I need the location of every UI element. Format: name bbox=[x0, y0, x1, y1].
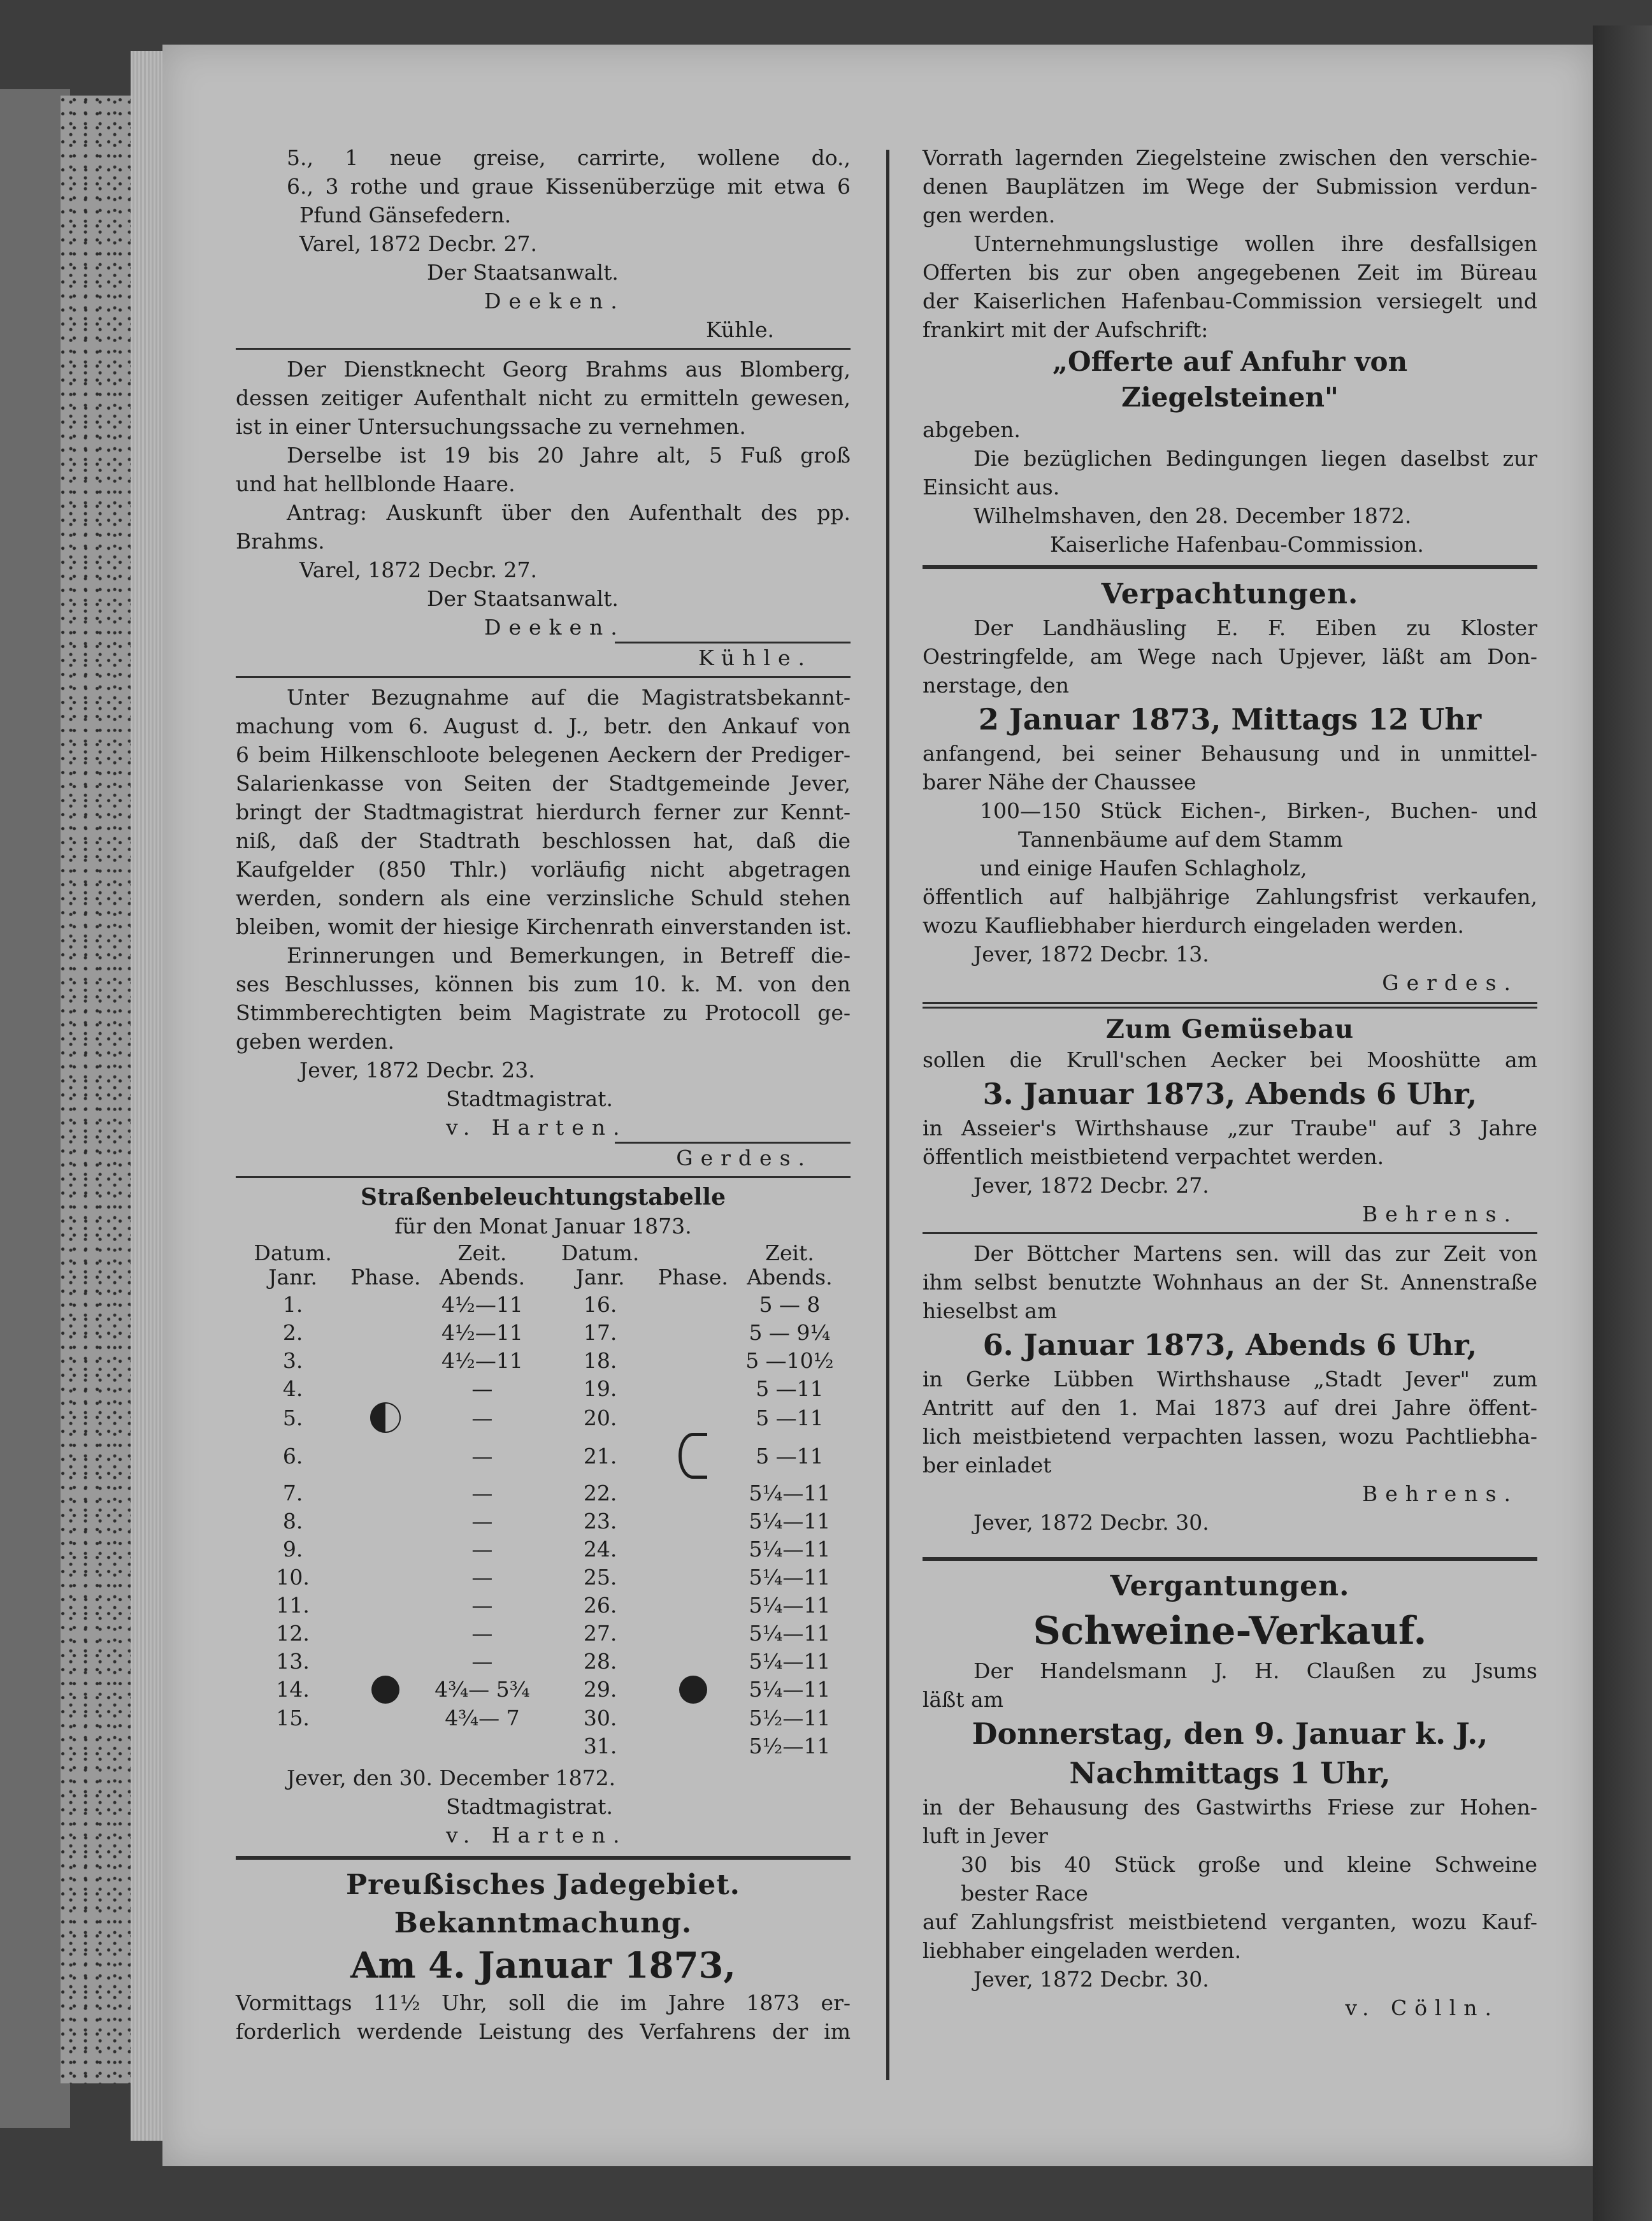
cell-time-right: 5¼—11 bbox=[749, 1508, 831, 1534]
dark-background bbox=[1593, 25, 1652, 2221]
table-date: Jever, den 30. December 1872. bbox=[287, 1765, 616, 1790]
cell-phase-left bbox=[350, 1563, 421, 1591]
cell-date-right: 29. bbox=[583, 1677, 617, 1702]
cell-phase-right bbox=[657, 1374, 729, 1402]
table-row bbox=[236, 1647, 851, 1675]
cell-date-left bbox=[236, 1732, 350, 1760]
cell-phase-left bbox=[350, 1732, 421, 1760]
notice-date: Wilhelmshaven, den 28. December 1872. bbox=[973, 503, 1412, 528]
cell-time-left: 4½—11 bbox=[441, 1319, 523, 1345]
last-quarter-moon-icon bbox=[370, 1402, 401, 1433]
notice-line: anfangend, bei seiner Behausung und in unmittel- bbox=[923, 741, 1537, 766]
cell-date-left: 9. bbox=[282, 1536, 303, 1562]
notice-line: denen Bauplätzen im Wege der Submission verdun- bbox=[923, 174, 1537, 199]
notice-line: gen werden. bbox=[923, 203, 1056, 227]
notice-line: Unternehmungslustige wollen ihre desfallsigen bbox=[973, 231, 1537, 256]
table-row bbox=[236, 1290, 851, 1318]
notice-line: hieselbst am bbox=[923, 1298, 1058, 1323]
section-heading: Verpachtungen. bbox=[1101, 578, 1359, 610]
cell-time-left: — bbox=[471, 1564, 493, 1590]
cell-phase-left bbox=[350, 1374, 421, 1402]
notice-line: öffentlich meistbietend verpachtet werden. bbox=[923, 1144, 1384, 1169]
table-row bbox=[236, 1675, 851, 1704]
cell-time-right: 5 — 8 bbox=[759, 1291, 821, 1317]
notice-line: Antrag: Auskunft über den Aufenthalt des pp. bbox=[287, 500, 851, 525]
cell-date-right: 31. bbox=[583, 1733, 617, 1758]
cell-time-right: 5½—11 bbox=[749, 1705, 831, 1730]
cell-date-left: 1. bbox=[282, 1291, 303, 1317]
cell-phase-left bbox=[350, 1433, 421, 1479]
divider bbox=[236, 348, 851, 350]
cell-date-right: 19. bbox=[583, 1376, 617, 1401]
notice-line: 6 beim Hilkenschloote belegenen Aeckern der Prediger- bbox=[236, 742, 851, 767]
table-row bbox=[236, 1732, 851, 1760]
column-rule bbox=[886, 150, 889, 2080]
offer-title: Ziegelsteinen" bbox=[1121, 382, 1339, 413]
notice-magistrate bbox=[236, 683, 851, 1056]
notice-line: forderlich werdende Leistung des Verfahrens der im bbox=[236, 2019, 851, 2044]
notice-line: Oestringfelde, am Wege nach Upjever, läßt am Don- bbox=[923, 644, 1537, 669]
notice-line: Unter Bezugnahme auf die Magistratsbekannt- bbox=[287, 685, 851, 710]
cell-phase-right bbox=[657, 1402, 729, 1433]
notice-signature: Behrens. bbox=[1361, 1481, 1518, 1506]
notice-line: frankirt mit der Aufschrift: bbox=[923, 317, 1209, 342]
table-row bbox=[236, 1402, 851, 1433]
table-subtitle: für den Monat Januar 1873. bbox=[394, 1214, 692, 1239]
notice-line: geben werden. bbox=[236, 1029, 394, 1054]
notice-line: der Kaiserlichen Hafenbau-Commission versiegelt und bbox=[923, 289, 1537, 313]
cell-date-left: 2. bbox=[282, 1319, 303, 1345]
first-quarter-moon-icon bbox=[679, 1433, 707, 1479]
intro-list bbox=[236, 143, 851, 229]
notice-line: ist in einer Untersuchungssache zu vernehmen. bbox=[236, 414, 746, 439]
notice-line: Offerten bis zur oben angegebenen Zeit im Büreau bbox=[923, 260, 1537, 285]
cell-date-right: 26. bbox=[583, 1592, 617, 1618]
notice-line: Antritt auf den 1. Mai 1873 auf drei Jahre öffent- bbox=[923, 1395, 1537, 1420]
table-name: v. Harten. bbox=[446, 1823, 628, 1848]
cell-time-right: 5 —10½ bbox=[745, 1348, 834, 1373]
intro-line: Pfund Gänsefedern. bbox=[299, 203, 512, 227]
cell-phase-left bbox=[350, 1535, 421, 1563]
table-row bbox=[236, 1318, 851, 1346]
cell-time-left: — bbox=[471, 1592, 493, 1618]
cell-time-left: — bbox=[471, 1648, 493, 1674]
notice-name: Deeken. bbox=[484, 615, 625, 640]
cell-time-left: — bbox=[471, 1536, 493, 1562]
notice-line: Vormittags 11½ Uhr, soll die im Jahre 1873 er- bbox=[236, 1990, 851, 2015]
notice-line: Erinnerungen und Bemerkungen, in Betreff die- bbox=[287, 943, 851, 968]
cell-date-right: 17. bbox=[583, 1319, 617, 1345]
notice-line: bleiben, womit der hiesige Kirchenrath einverstanden ist. bbox=[236, 914, 852, 939]
notice-line: bringt der Stadtmagistrat hierdurch ferner zur Kennt- bbox=[236, 800, 851, 824]
lease-item: Tannenbäume auf dem Stamm bbox=[1018, 827, 1343, 852]
offer-title: „Offerte auf Anfuhr von bbox=[1052, 346, 1408, 377]
table-header: Zeit. Abends. bbox=[747, 1240, 833, 1290]
cell-date-left: 11. bbox=[276, 1592, 310, 1618]
intro-line: 5., 1 neue greise, carrirte, wollene do., bbox=[287, 145, 851, 170]
cell-phase-right bbox=[657, 1535, 729, 1563]
cell-time-right: 5 —11 bbox=[756, 1405, 824, 1430]
table-row bbox=[236, 1619, 851, 1647]
notice-line: und hat hellblonde Haare. bbox=[236, 471, 515, 496]
table-row bbox=[236, 1704, 851, 1732]
book-binding bbox=[0, 89, 70, 2128]
pig-item: bester Race bbox=[961, 1881, 1088, 1906]
cell-phase-left bbox=[350, 1507, 421, 1535]
cell-time-left: — bbox=[471, 1620, 493, 1646]
cell-time-left: 4¾— 5¾ bbox=[435, 1677, 530, 1702]
cell-date-right: 30. bbox=[583, 1705, 617, 1730]
notice-line: Der Dienstknecht Georg Brahms aus Blomberg, bbox=[287, 357, 851, 382]
cell-phase-left bbox=[350, 1675, 421, 1704]
table-office: Stadtmagistrat. bbox=[446, 1794, 613, 1819]
notice-line: niß, daß der Stadtrath beschlossen hat, daß die bbox=[236, 828, 851, 853]
cell-time-left: — bbox=[471, 1405, 493, 1430]
table-row bbox=[236, 1535, 851, 1563]
veg-datetime: 3. Januar 1873, Abends 6 Uhr, bbox=[982, 1077, 1477, 1111]
cell-date-left: 7. bbox=[282, 1480, 303, 1506]
table-row bbox=[236, 1346, 851, 1374]
table-row bbox=[236, 1563, 851, 1591]
cell-phase-right bbox=[657, 1563, 729, 1591]
notice-date: Jever, 1872 Decbr. 23. bbox=[299, 1058, 535, 1082]
notice-line: Einsicht aus. bbox=[923, 475, 1060, 500]
pig-datetime: Nachmittags 1 Uhr, bbox=[1069, 1756, 1391, 1790]
cell-phase-right bbox=[657, 1675, 729, 1704]
cell-phase-right bbox=[657, 1346, 729, 1374]
notice-line: Stimmberechtigten beim Magistrate zu Protocoll ge- bbox=[236, 1000, 851, 1025]
cell-date-right: 20. bbox=[583, 1405, 617, 1430]
notice-line: ihm selbst benutzte Wohnhaus an der St. Annenstraße bbox=[923, 1270, 1537, 1295]
cell-date-right: 16. bbox=[583, 1291, 617, 1317]
notice-date: Jever, 1872 Decbr. 30. bbox=[973, 1967, 1209, 1992]
table-row bbox=[236, 1433, 851, 1479]
table-header: Datum. Janr. bbox=[254, 1240, 332, 1290]
cell-phase-right bbox=[657, 1732, 729, 1760]
cell-time-left: 4½—11 bbox=[441, 1291, 523, 1317]
notice-brahms bbox=[236, 355, 851, 556]
cell-phase-left bbox=[350, 1318, 421, 1346]
cell-time-right: 5¼—11 bbox=[749, 1592, 831, 1618]
cell-phase-right bbox=[657, 1647, 729, 1675]
notice-line: öffentlich auf halbjährige Zahlungsfrist verkaufen, bbox=[923, 884, 1537, 909]
notice-line: werden, sondern als eine verzinsliche Schuld stehen bbox=[236, 886, 851, 910]
cell-time-right: 5¼—11 bbox=[749, 1620, 831, 1646]
cell-date-right: 27. bbox=[583, 1620, 617, 1646]
notice-date: Jever, 1872 Decbr. 13. bbox=[973, 942, 1209, 967]
cell-date-left: 15. bbox=[276, 1705, 310, 1730]
table-header: Phase. bbox=[350, 1265, 421, 1290]
divider bbox=[236, 676, 851, 678]
table-row bbox=[236, 1507, 851, 1535]
table-header: Datum. Janr. bbox=[561, 1240, 640, 1290]
cell-time-right: 5¼—11 bbox=[749, 1648, 831, 1674]
divider bbox=[923, 1232, 1537, 1234]
table-header: Phase. bbox=[657, 1265, 728, 1290]
cell-phase-left bbox=[350, 1479, 421, 1507]
left-column bbox=[236, 143, 851, 2046]
street-lighting-table bbox=[236, 1240, 851, 1760]
cell-date-right: 28. bbox=[583, 1648, 617, 1674]
cell-time-left bbox=[421, 1732, 543, 1760]
cell-time-right: 5¼—11 bbox=[749, 1677, 831, 1702]
notice-line: barer Nähe der Chaussee bbox=[923, 770, 1196, 794]
new-moon-icon bbox=[371, 1676, 399, 1704]
notice-line: liebhaber eingeladen werden. bbox=[923, 1938, 1242, 1963]
notice-line: Salarienkasse von Seiten der Stadtgemeinde Jever, bbox=[236, 771, 851, 796]
cell-time-right: 5¼—11 bbox=[749, 1536, 831, 1562]
section-heading: Bekanntmachung. bbox=[394, 1907, 693, 1939]
lease-datetime: 2 Januar 1873, Mittags 12 Uhr bbox=[978, 702, 1482, 737]
table-row bbox=[236, 1591, 851, 1619]
cell-phase-left bbox=[350, 1647, 421, 1675]
cell-phase-left bbox=[350, 1619, 421, 1647]
notice-name: v. Harten. bbox=[446, 1115, 628, 1140]
notice-signature: Kühle. bbox=[705, 317, 774, 342]
cell-date-left: 4. bbox=[282, 1376, 303, 1401]
cell-phase-left bbox=[350, 1346, 421, 1374]
notice-date: Varel, 1872 Decbr. 27. bbox=[299, 557, 537, 582]
divider bbox=[236, 1176, 851, 1178]
notice-line: in Gerke Lübben Wirthshause „Stadt Jever" zum bbox=[923, 1367, 1537, 1391]
notice-line: ses Beschlusses, können bis zum 10. k. M. von den bbox=[236, 972, 851, 996]
notice-signature: Gerdes. bbox=[1382, 970, 1518, 995]
cell-phase-left bbox=[350, 1290, 421, 1318]
lease-item: 100—150 Stück Eichen-, Birken-, Buchen- und bbox=[980, 798, 1537, 823]
table-row bbox=[236, 1479, 851, 1507]
cell-time-left: — bbox=[471, 1508, 493, 1534]
notice-name: Deeken. bbox=[484, 289, 625, 313]
notice-date: Jever, 1872 Decbr. 27. bbox=[973, 1173, 1209, 1198]
notice-line: Brahms. bbox=[236, 529, 325, 554]
table-title: Straßenbeleuchtungstabelle bbox=[361, 1184, 726, 1211]
notice-line: Derselbe ist 19 bis 20 Jahre alt, 5 Fuß groß bbox=[287, 443, 851, 468]
notice-signature: Kühle. bbox=[698, 645, 812, 670]
cell-date-right: 22. bbox=[583, 1480, 617, 1506]
notice-line: läßt am bbox=[923, 1687, 1003, 1712]
notice-line: auf Zahlungsfrist meistbietend verganten, wozu Kauf- bbox=[923, 1909, 1537, 1934]
notice-line: machung vom 6. August d. J., betr. den Ankauf von bbox=[236, 714, 851, 738]
notice-line: luft in Jever bbox=[923, 1823, 1048, 1848]
notice-line: abgeben. bbox=[923, 417, 1021, 442]
notice-line: sollen die Krull'schen Aecker bei Mooshütte am bbox=[923, 1047, 1537, 1072]
cell-time-right: 5 —11 bbox=[756, 1443, 824, 1469]
cell-time-right: 5½—11 bbox=[749, 1733, 831, 1758]
cell-phase-right bbox=[657, 1479, 729, 1507]
notice-line: in der Behausung des Gastwirths Friese zur Hohen- bbox=[923, 1795, 1537, 1820]
cell-phase-right bbox=[657, 1318, 729, 1346]
notice-line: lich meistbietend verpachten lassen, wozu Pachtliebha- bbox=[923, 1424, 1537, 1449]
section-heading: Zum Gemüsebau bbox=[1105, 1014, 1354, 1044]
cooper-datetime: 6. Januar 1873, Abends 6 Uhr, bbox=[982, 1328, 1477, 1362]
notice-office: Stadtmagistrat. bbox=[446, 1086, 613, 1111]
cell-time-left: — bbox=[471, 1480, 493, 1506]
table-header: Zeit. Abends. bbox=[439, 1240, 526, 1290]
notice-office: Der Staatsanwalt. bbox=[427, 586, 619, 611]
cell-phase-right bbox=[657, 1704, 729, 1732]
cell-phase-right bbox=[657, 1433, 729, 1479]
notice-line: Der Handelsmann J. H. Claußen zu Jsums bbox=[973, 1658, 1537, 1683]
cell-phase-left bbox=[350, 1402, 421, 1433]
notice-signature: Behrens. bbox=[1361, 1202, 1518, 1226]
cell-time-left: — bbox=[471, 1443, 493, 1469]
cell-date-right: 18. bbox=[583, 1348, 617, 1373]
intro-line: 6., 3 rothe und graue Kissenüberzüge mit etwa 6 bbox=[287, 174, 851, 199]
full-moon-icon bbox=[679, 1676, 707, 1704]
cell-date-left: 6. bbox=[282, 1443, 303, 1469]
notice-line: ber einladet bbox=[923, 1453, 1052, 1477]
pig-item: 30 bis 40 Stück große und kleine Schweine bbox=[961, 1852, 1537, 1877]
notice-date: Jever, 1872 Decbr. 30. bbox=[973, 1510, 1209, 1535]
lease-item: und einige Haufen Schlagholz, bbox=[980, 856, 1307, 880]
cell-date-right: 24. bbox=[583, 1536, 617, 1562]
notice-office: Der Staatsanwalt. bbox=[427, 260, 619, 285]
cell-date-left: 8. bbox=[282, 1508, 303, 1534]
notice-line: Der Landhäusling E. F. Eiben zu Kloster bbox=[973, 615, 1537, 640]
notice-line: Der Böttcher Martens sen. will das zur Zeit von bbox=[973, 1241, 1537, 1266]
cell-phase-right bbox=[657, 1591, 729, 1619]
thick-divider bbox=[236, 1856, 851, 1860]
cell-time-left: — bbox=[471, 1376, 493, 1401]
right-column bbox=[923, 143, 1537, 2022]
cell-time-left: 4½—11 bbox=[441, 1348, 523, 1373]
cell-date-left: 3. bbox=[282, 1348, 303, 1373]
thick-divider bbox=[923, 1557, 1537, 1561]
cell-phase-left bbox=[350, 1704, 421, 1732]
table-row bbox=[236, 1374, 851, 1402]
notice-line: Vorrath lagernden Ziegelsteine zwischen den verschie- bbox=[923, 145, 1537, 170]
cell-date-right: 23. bbox=[583, 1508, 617, 1534]
cell-time-right: 5 —11 bbox=[756, 1376, 824, 1401]
notice-date: Varel, 1872 Decbr. 27. bbox=[299, 231, 537, 256]
cell-phase-right bbox=[657, 1619, 729, 1647]
thick-divider bbox=[923, 565, 1537, 569]
cell-phase-right bbox=[657, 1507, 729, 1535]
cell-phase-right bbox=[657, 1290, 729, 1318]
notice-line: nerstage, den bbox=[923, 673, 1069, 698]
cell-date-left: 13. bbox=[276, 1648, 310, 1674]
cell-date-right: 25. bbox=[583, 1564, 617, 1590]
cell-phase-left bbox=[350, 1591, 421, 1619]
double-divider bbox=[923, 1002, 1537, 1009]
cell-date-left: 10. bbox=[276, 1564, 310, 1590]
notice-line: wozu Kaufliebhaber hierdurch eingeladen werden. bbox=[923, 913, 1464, 938]
cell-date-right: 21. bbox=[583, 1443, 617, 1469]
cell-time-right: 5¼—11 bbox=[749, 1564, 831, 1590]
cell-date-left: 12. bbox=[276, 1620, 310, 1646]
section-heading-large: Schweine-Verkauf. bbox=[1033, 1609, 1427, 1653]
cell-date-left: 5. bbox=[282, 1405, 303, 1430]
notice-office: Kaiserliche Hafenbau-Commission. bbox=[1050, 532, 1424, 557]
section-heading: Preußisches Jadegebiet. bbox=[346, 1869, 740, 1901]
notice-signature: v. Cölln. bbox=[1345, 1995, 1499, 2020]
notice-line: in Asseier's Wirthshause „zur Traube" auf 3 Jahre bbox=[923, 1116, 1537, 1140]
cell-date-left: 14. bbox=[276, 1677, 310, 1702]
notice-line: Die bezüglichen Bedingungen liegen daselbst zur bbox=[973, 446, 1537, 471]
cell-time-left: 4¾— 7 bbox=[445, 1705, 520, 1730]
section-heading-date: Am 4. Januar 1873, bbox=[350, 1944, 736, 1987]
section-heading: Vergantungen. bbox=[1110, 1570, 1350, 1602]
notice-line: dessen zeitiger Aufenthalt nicht zu ermitteln gewesen, bbox=[236, 385, 851, 410]
pig-datetime: Donnerstag, den 9. Januar k. J., bbox=[972, 1716, 1488, 1751]
notice-signature: Gerdes. bbox=[676, 1146, 812, 1170]
cell-time-right: 5¼—11 bbox=[749, 1480, 831, 1506]
cell-time-right: 5 — 9¼ bbox=[749, 1319, 831, 1345]
notice-line: Kaufgelder (850 Thlr.) vorläufig nicht abgetragen bbox=[236, 857, 851, 882]
